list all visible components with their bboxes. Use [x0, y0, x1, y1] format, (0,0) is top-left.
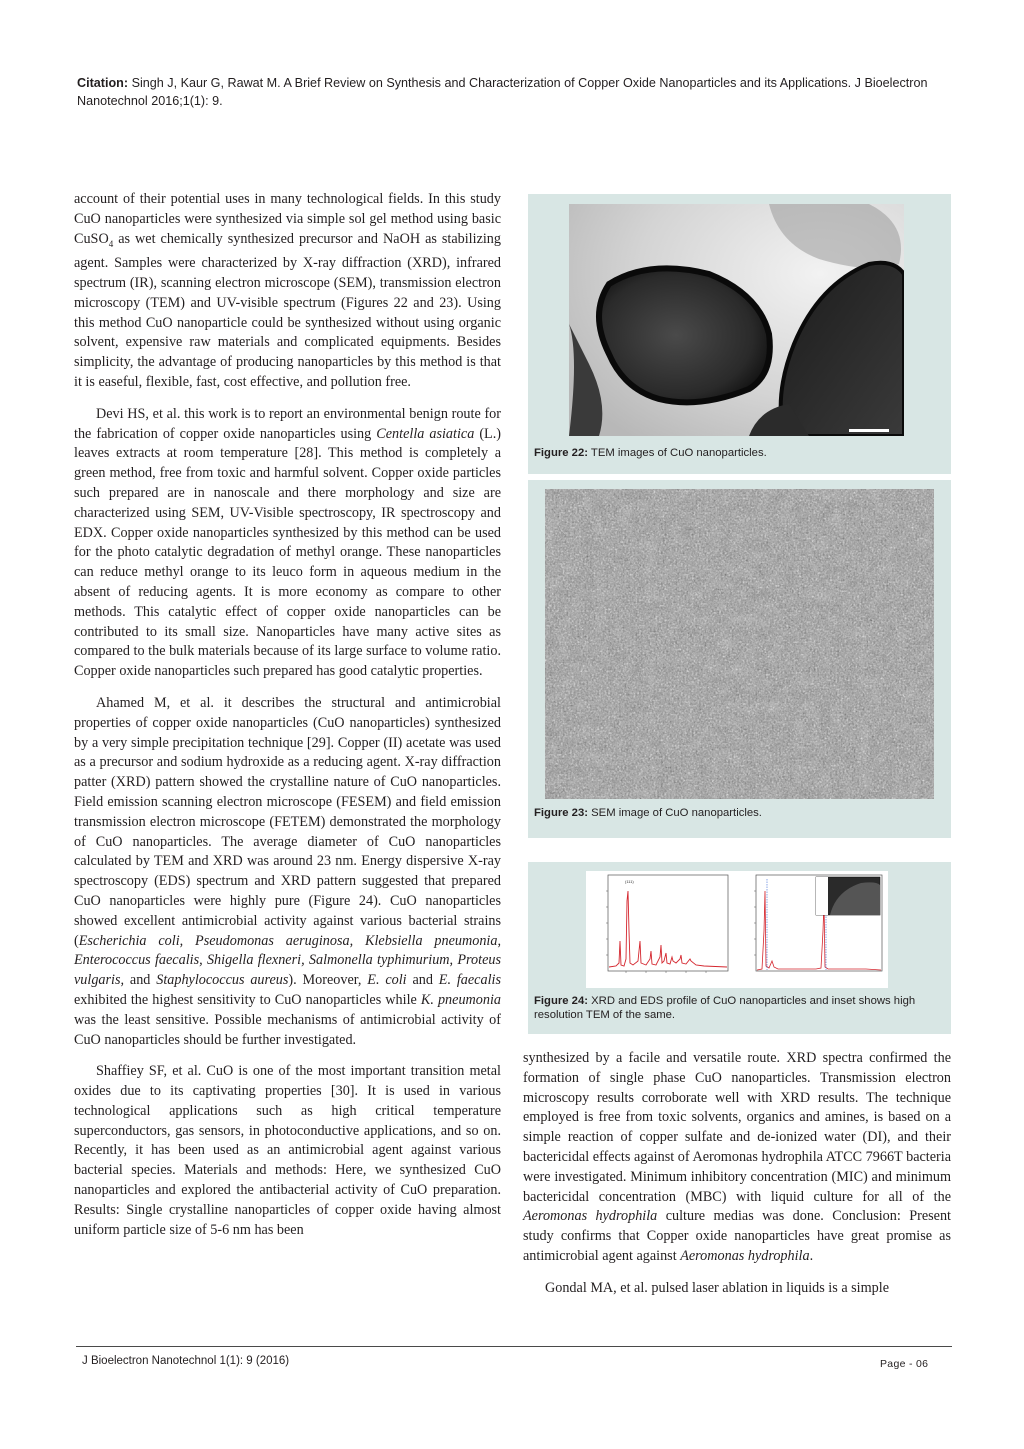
paragraph: Shaffiey SF, et al. CuO is one of the most important transition metal oxides due to its captivating properties [30]. It is used in various technological applications such as high critical temperature superconductors, gas sensors, in photoconductive applications, and so on. Recently, it has been used as an antimicrobial agent against various bacterial species. Materials and methods: Here, we synthesized CuO nanoparticles and explored the antibacterial activity of CuO preparation. Results: Single crystalline nanoparticles of copper oxide having almost uniform particle size of 5-6 nm has been	[74, 1063, 501, 1238]
paragraph: account of their potential uses in many technological fields. In this study CuO nanoparticles were synthesized via simple sol gel method using basic CuSO$_4$ as wet chemically synthesized precursor and NaOH as stabilizing agent. Samples were characterized by X-ray diffraction (XRD), infrared spectrum (IR), scanning electron microscope (SEM), transmission electron microscopy (TEM) and UV-visible spectrum (Figures 22 and 23). Using this method CuO nanoparticle could be synthesized without using organic solvent, expensive raw materials and complicated equipments. Besides simplicity, the advantage of producing nanoparticles by this method is that it is easeful, flexible, fast, cost effective, and pollution free.	[74, 191, 501, 390]
left-column	[74, 190, 501, 1252]
citation-label: Citation:	[77, 76, 129, 90]
figure-23	[528, 480, 951, 838]
footer-divider	[76, 1346, 952, 1347]
right-column	[523, 1049, 951, 1311]
paragraph: Ahamed M, et al. it describes the structural and antimicrobial properties of copper oxide nanoparticles (CuO nanoparticles) synthesized by a very simple precipitation technique [29]. Copper (II) acetate was used as a precursor and sodium hydroxide as a reducing agent. X-ray diffraction patter (XRD) pattern showed the crystalline nature of CuO nanoparticles. Field emission scanning electron microscope (FESEM) and field emission transmission electron microscope (FETEM) demonstrated the morphology of CuO nanoparticles. The average diameter of CuO nanoparticles calculated by TEM and XRD was around 23 nm. Energy dispersive X-ray spectroscopy (EDS) spectrum and XRD pattern suggested that prepared CuO nanoparticles were highly pure (Figure 24). CuO nanoparticles showed excellent antimicrobial activity against various bacterial strains (Escherichia coli, Pseudomonas aeruginosa, Klebsiella pneumonia, Enterococcus faecalis, Shigella flexneri, Salmonella typhimurium, Proteus vulgaris, and Staphylococcus aureus). Moreover, E. coli and E. faecalis exhibited the highest sensitivity to CuO nanoparticles while K. pneumonia was the least sensitive. Possible mechanisms of antimicrobial activity of CuO nanoparticles should be further investigated.	[74, 694, 502, 1048]
citation	[77, 74, 957, 110]
paragraph: synthesized by a facile and versatile route. XRD spectra confirmed the formation of single phase CuO nanoparticles. Transmission electron microscopy results corroborate well with XRD results. The technique employed is free from toxic solvents, organics and amines, is based on a simple reaction of copper sulfate and de-ionized water (DI), and their bactericidal effects against of Aeromonas hydrophila ATCC 7966T bacteria were investigated. Minimum inhibitory concentration (MIC) and minimum bactericidal concentration (MBC) with liquid culture for all of the Aeromonas hydrophila culture medias was done. Conclusion: Present study confirms that Copper oxide nanoparticles have great promise as antimicrobial agent against Aeromonas hydrophila.	[523, 1050, 951, 1264]
paragraph: Devi HS, et al. this work is to report an environmental benign route for the fabrication of copper oxide nanoparticles using Centella asiatica (L.) leaves extracts at room temperature [28]. This method is completely a green method, free from toxic and harmful solvent. Copper oxide particles such prepared are in nanoscale and there morphology and size are characterized using SEM, UV-Visible spectroscopy, IR spectroscopy and EDX. Copper oxide nanoparticles synthesized by this method can be used for the photo catalytic degradation of methyl orange. These nanoparticles can reduce methyl orange to its leuco form in aqueous medium in the absent of reducing agents. It is more economy as compare to other methods. This catalytic effect of copper oxide nanoparticles can be contributed to its small size. Nanoparticles have many active sites as compared to the bulk materials because of its large surface to volume ratio. Copper oxide nanoparticles such prepared has good catalytic properties.	[74, 405, 501, 680]
footer-journal: J Bioelectron Nanotechnol 1(1): 9 (2016)	[82, 1355, 290, 1367]
figure-22-caption: Figure 22: TEM images of CuO nanoparticles.	[534, 447, 767, 459]
figure-23-caption: Figure 23: SEM image of CuO nanoparticles.	[534, 807, 762, 819]
xrd-eds-figure	[586, 871, 888, 988]
citation-text: Singh J, Kaur G, Rawat M. A Brief Review on Synthesis and Characterization of Copper Oxide Nanoparticles and its Applications. J Bioelectron Nanotechnol 2016;1(1): 9.	[77, 76, 928, 108]
xrd-peak-label: (111)	[625, 879, 634, 884]
figure-24-caption: Figure 24: XRD and EDS profile of CuO nanoparticles and inset shows high resolution TEM of the same.	[534, 995, 916, 1021]
sem-image	[545, 489, 934, 799]
figure-24	[528, 862, 951, 1034]
page-number: Page - 06	[880, 1358, 929, 1370]
figure-22	[528, 194, 951, 474]
tem-image	[569, 204, 904, 436]
paragraph: Gondal MA, et al. pulsed laser ablation in liquids is a simple	[545, 1279, 889, 1296]
